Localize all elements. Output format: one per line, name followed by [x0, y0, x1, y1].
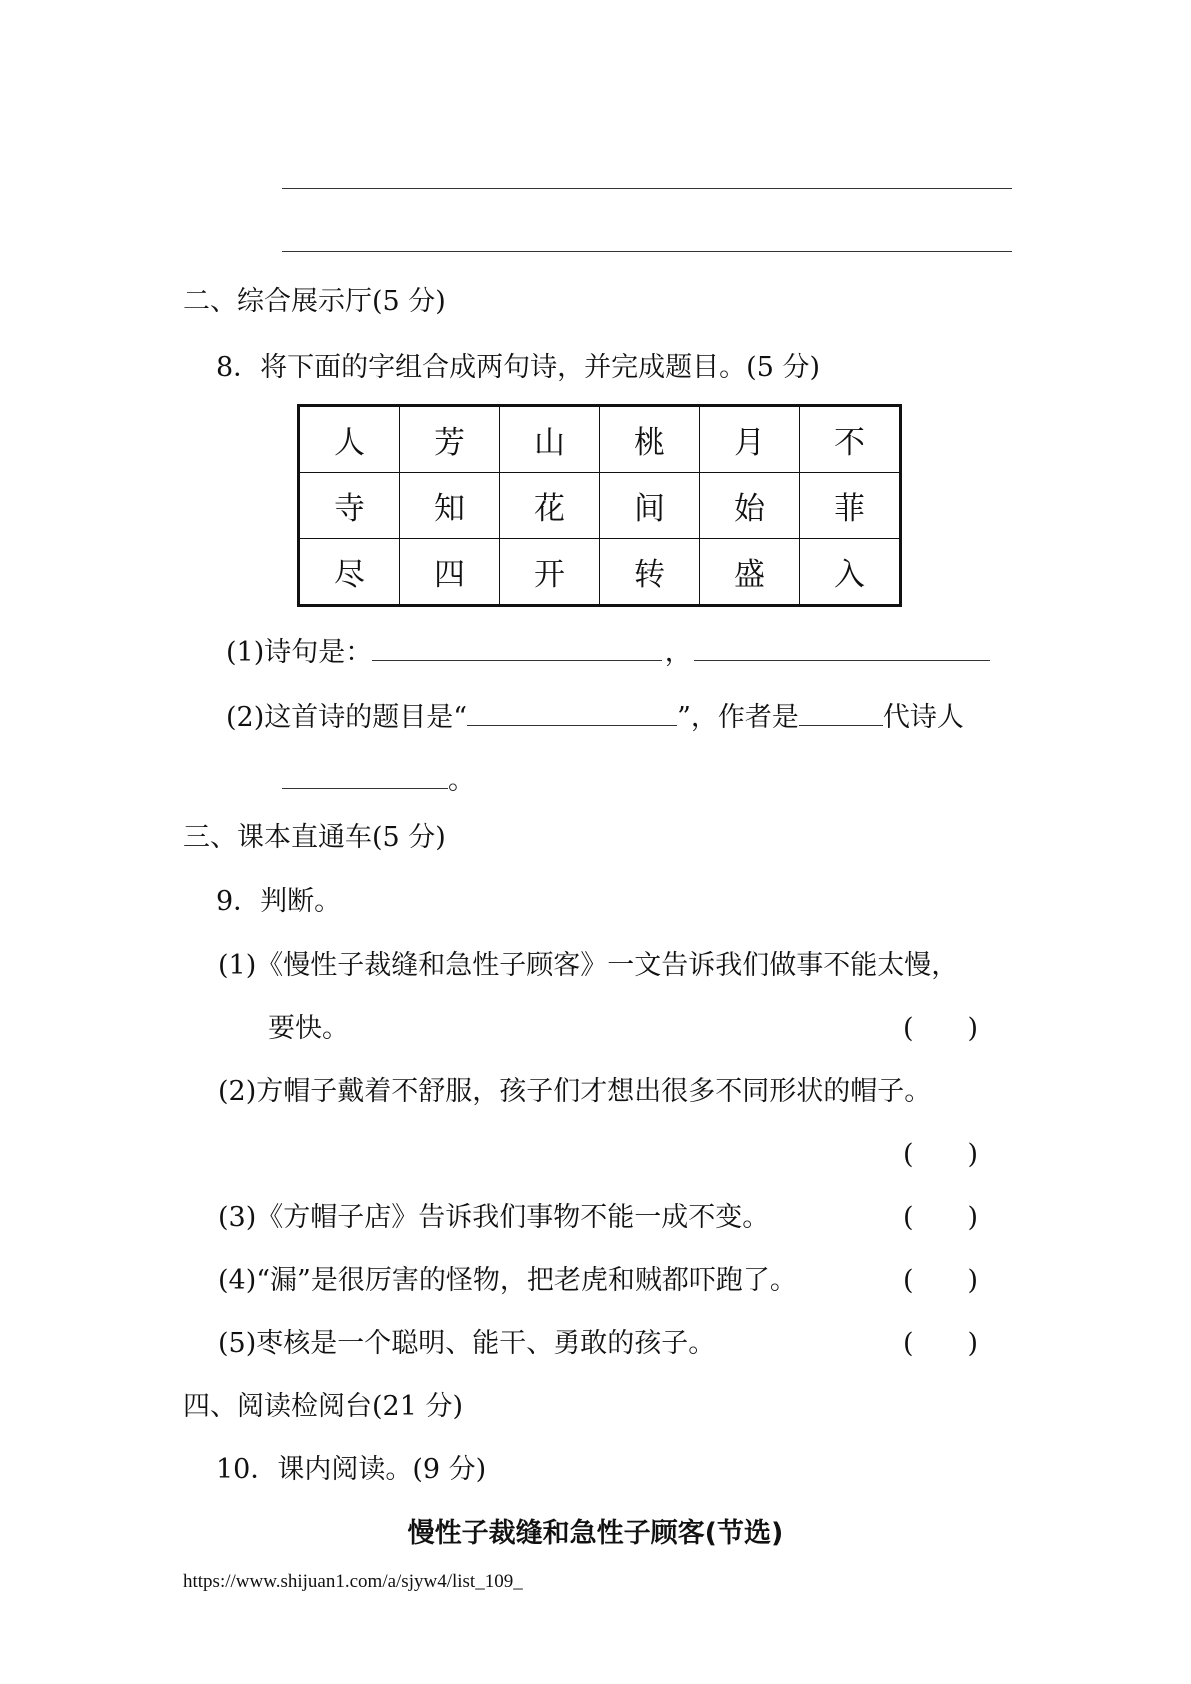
q8-sub2-period: 。 [448, 765, 475, 796]
character-grid [297, 404, 902, 607]
grid-cell: 开 [500, 539, 600, 606]
question-10-prompt: 10．课内阅读。(9 分) [216, 1454, 487, 1485]
q8-sub2-end: 代诗人 [882, 702, 964, 733]
judgement-item-1: (1)《慢性子裁缝和急性子顾客》一文告诉我们做事不能太慢， [218, 950, 959, 981]
judgement-item-4: (4)“漏”是很厉害的怪物，把老虎和贼都吓跑了。 [218, 1265, 797, 1296]
q8-sub2-mid: ”，作者是 [677, 702, 799, 733]
q8-sub1 [226, 636, 990, 669]
dynasty-blank[interactable] [799, 701, 883, 726]
source-url[interactable]: https://www.shijuan1.com/a/sjyw4/list_109_ [183, 1571, 523, 1592]
grid-cell: 寺 [299, 473, 400, 539]
question-8-prompt: 8．将下面的字组合成两句诗，并完成题目。(5 分) [216, 352, 821, 383]
section-heading-4: 四、阅读检阅台(21 分) [183, 1391, 464, 1422]
judgement-item-1-cont: 要快。 [268, 1013, 349, 1044]
judgement-item-3: (3)《方帽子店》告诉我们事物不能一成不变。 [218, 1202, 770, 1233]
q8-sub1-comma: ， [664, 637, 692, 668]
q8-sub2-label: (2)这首诗的题目是“ [226, 702, 468, 733]
grid-row [299, 473, 901, 539]
answer-line[interactable] [282, 188, 1012, 189]
judgement-answer-2[interactable]: ( ) [903, 1139, 979, 1170]
grid-row [299, 539, 901, 606]
grid-cell: 花 [500, 473, 600, 539]
answer-line[interactable] [282, 251, 1012, 252]
grid-cell: 菲 [800, 473, 901, 539]
grid-cell: 月 [700, 406, 800, 473]
poet-blank[interactable] [282, 764, 448, 789]
judgement-answer-5[interactable]: ( ) [903, 1328, 979, 1359]
grid-cell: 始 [700, 473, 800, 539]
judgement-answer-4[interactable]: ( ) [903, 1265, 979, 1296]
judgement-item-2: (2)方帽子戴着不舒服，孩子们才想出很多不同形状的帽子。 [218, 1076, 932, 1107]
grid-cell: 芳 [400, 406, 500, 473]
grid-cell: 尽 [299, 539, 400, 606]
grid-cell: 知 [400, 473, 500, 539]
grid-cell: 四 [400, 539, 500, 606]
q8-sub2-cont [282, 764, 475, 797]
passage-title: 慢性子裁缝和急性子顾客(节选) [407, 1518, 784, 1549]
grid-cell: 人 [299, 406, 400, 473]
poem-title-blank[interactable] [467, 701, 677, 726]
judgement-answer-1[interactable]: ( ) [903, 1013, 979, 1044]
grid-cell: 山 [500, 406, 600, 473]
q8-sub2 [226, 701, 964, 734]
judgement-item-5: (5)枣核是一个聪明、能干、勇敢的孩子。 [218, 1328, 716, 1359]
grid-cell: 间 [600, 473, 700, 539]
section-heading-3: 三、课本直通车(5 分) [183, 822, 446, 853]
grid-cell: 入 [800, 539, 901, 606]
grid-cell: 桃 [600, 406, 700, 473]
grid-cell: 转 [600, 539, 700, 606]
section-heading-2: 二、综合展示厅(5 分) [183, 286, 446, 317]
grid-row [299, 406, 901, 473]
poem-line1-blank[interactable] [372, 636, 662, 661]
grid-cell: 不 [800, 406, 901, 473]
q8-sub1-label: (1)诗句是： [226, 637, 373, 668]
judgement-answer-3[interactable]: ( ) [903, 1202, 979, 1233]
poem-line2-blank[interactable] [694, 636, 990, 661]
grid-cell: 盛 [700, 539, 800, 606]
question-9-prompt: 9．判断。 [216, 886, 342, 917]
